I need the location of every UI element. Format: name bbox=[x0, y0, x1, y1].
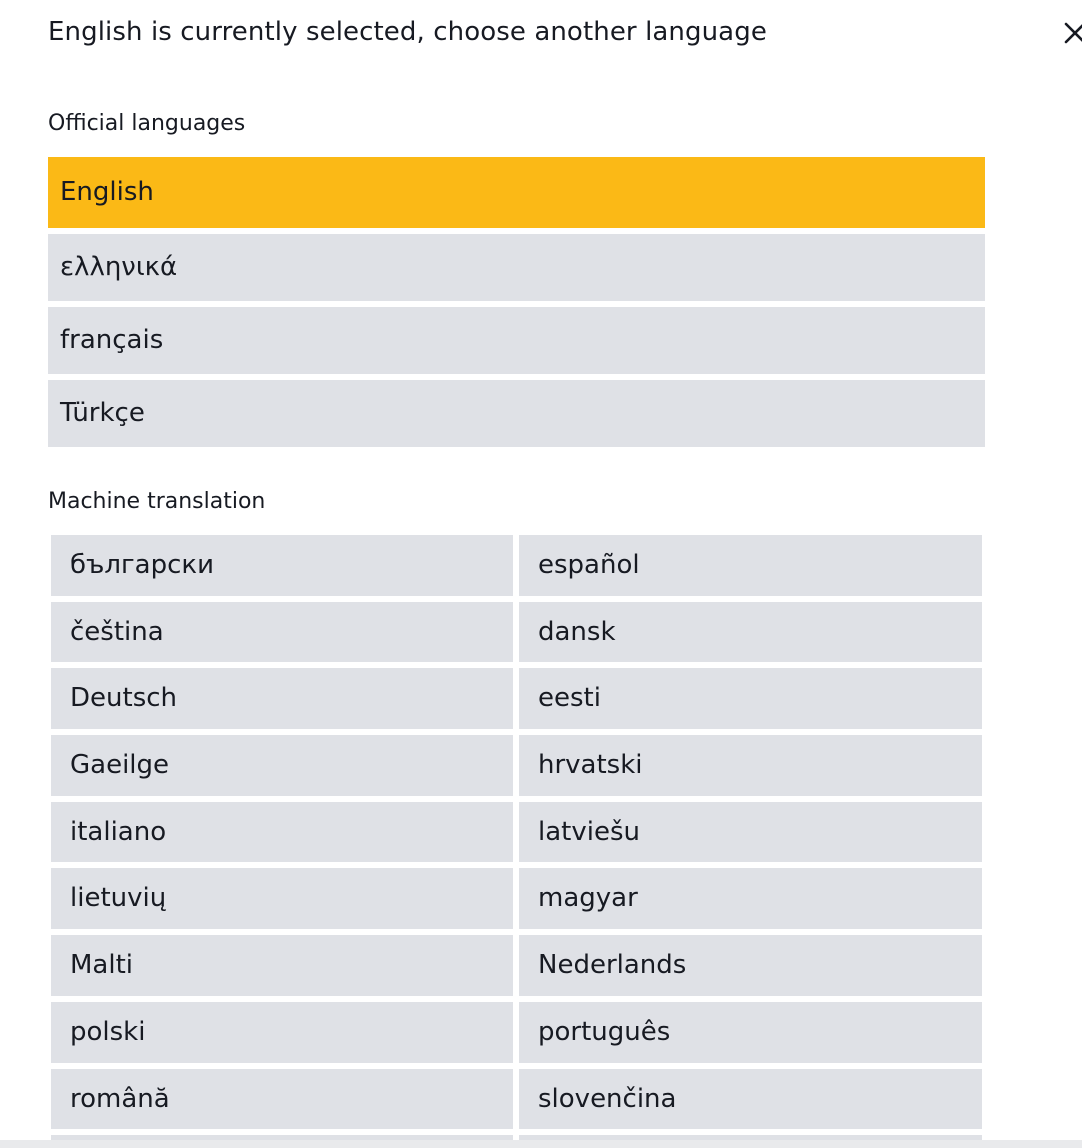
official-languages-list bbox=[48, 157, 985, 453]
language-option-italian[interactable]: italiano bbox=[51, 802, 513, 863]
language-option-turkish[interactable]: Türkçe bbox=[48, 380, 985, 447]
language-option-lithuanian[interactable]: lietuvių bbox=[51, 868, 513, 929]
language-option-dutch[interactable]: Nederlands bbox=[519, 935, 982, 996]
language-option-german[interactable]: Deutsch bbox=[51, 668, 513, 729]
language-option-bulgarian[interactable]: български bbox=[51, 535, 513, 596]
official-languages-heading: Official languages bbox=[48, 111, 246, 136]
machine-translation-heading: Machine translation bbox=[48, 489, 266, 514]
language-option-estonian[interactable]: eesti bbox=[519, 668, 982, 729]
language-option-czech[interactable]: čeština bbox=[51, 602, 513, 663]
close-icon bbox=[1060, 18, 1082, 48]
language-option-latvian[interactable]: latviešu bbox=[519, 802, 982, 863]
language-option-irish[interactable]: Gaeilge bbox=[51, 735, 513, 796]
machine-translation-grid bbox=[51, 535, 982, 1148]
language-option-greek[interactable]: ελληνικά bbox=[48, 234, 985, 301]
language-option-polish[interactable]: polski bbox=[51, 1002, 513, 1063]
language-option-spanish[interactable]: español bbox=[519, 535, 982, 596]
language-option-croatian[interactable]: hrvatski bbox=[519, 735, 982, 796]
language-option-romanian[interactable]: română bbox=[51, 1069, 513, 1130]
language-option-portuguese[interactable]: português bbox=[519, 1002, 982, 1063]
horizontal-scrollbar[interactable] bbox=[0, 1140, 1082, 1148]
language-option-maltese[interactable]: Malti bbox=[51, 935, 513, 996]
language-option-english[interactable]: English bbox=[48, 157, 985, 228]
language-option-hungarian[interactable]: magyar bbox=[519, 868, 982, 929]
close-button[interactable] bbox=[1060, 18, 1082, 48]
dialog-title: English is currently selected, choose another language bbox=[48, 17, 767, 47]
language-option-french[interactable]: français bbox=[48, 307, 985, 374]
language-option-slovak[interactable]: slovenčina bbox=[519, 1069, 982, 1130]
language-option-danish[interactable]: dansk bbox=[519, 602, 982, 663]
